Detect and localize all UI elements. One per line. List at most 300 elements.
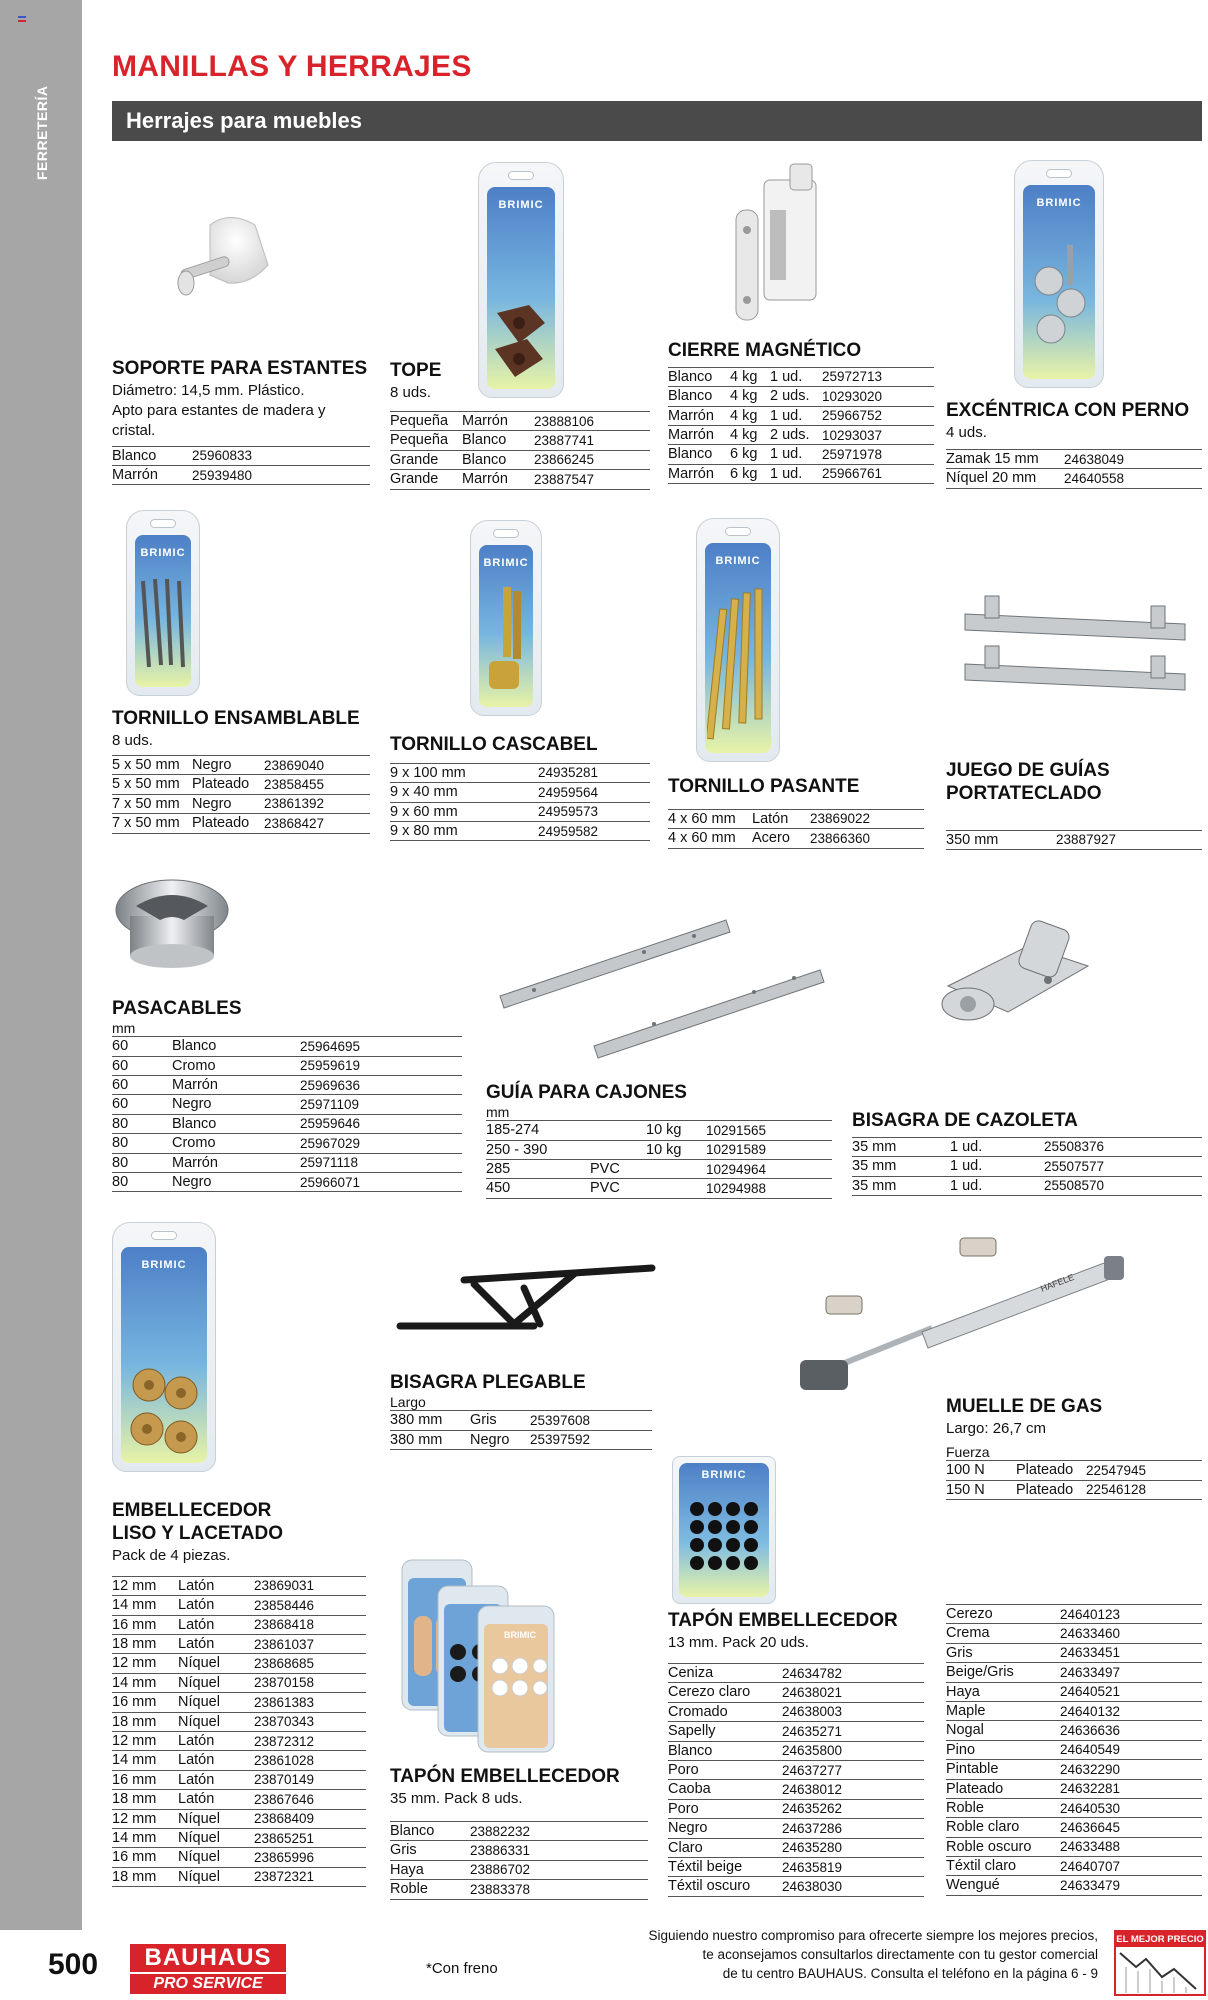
table-row — [946, 1798, 1202, 1817]
table-cell: Negro — [192, 794, 264, 813]
product-code: 24640707 — [1060, 1857, 1202, 1876]
table-row — [946, 469, 1202, 488]
table-cell: 350 mm — [946, 830, 1056, 849]
table-row — [112, 1790, 366, 1809]
product-name: GUÍA PARA CAJONES — [486, 1082, 687, 1103]
product-code: 23869040 — [264, 756, 370, 775]
table-cell: Roble claro — [946, 1818, 1060, 1837]
table-row — [668, 1702, 924, 1721]
table-row — [668, 829, 924, 848]
table-cell: 80 — [112, 1153, 172, 1172]
table-cell: 10 kg — [646, 1140, 706, 1159]
product-tapon13 — [668, 1610, 924, 1897]
table-cell: Marrón — [172, 1153, 300, 1172]
product-tapon35 — [390, 1766, 648, 1900]
product-code: 25959619 — [300, 1056, 462, 1075]
table-row — [390, 1822, 648, 1841]
product-tope — [390, 360, 650, 490]
table-row — [112, 1037, 462, 1056]
table-cell: Poro — [668, 1799, 782, 1818]
table-cell: 1 ud. — [950, 1176, 1044, 1195]
table-cell: Plateado — [946, 1779, 1060, 1798]
table-row — [486, 1140, 832, 1159]
spec-table — [390, 411, 650, 490]
table-row — [668, 464, 934, 483]
table-row — [112, 1693, 366, 1712]
table-row — [112, 1751, 366, 1770]
table-cell: Níquel — [178, 1867, 254, 1886]
product-description: 8 uds. — [390, 383, 431, 401]
product-code: 24640123 — [1060, 1605, 1202, 1624]
table-cell: Níquel — [178, 1673, 254, 1692]
table-cell: Latón — [178, 1790, 254, 1809]
table-cell: 60 — [112, 1095, 172, 1114]
table-cell: 35 mm — [852, 1137, 950, 1156]
product-description: 35 mm. Pack 8 uds. — [390, 1789, 523, 1807]
table-row — [668, 1761, 924, 1780]
spring-brand-label: HAFELE — [1039, 1271, 1076, 1294]
product-code: 25966752 — [822, 406, 934, 425]
table-cell: Wengué — [946, 1876, 1060, 1895]
table-row — [946, 830, 1202, 849]
unit-label: mm — [486, 1103, 510, 1120]
table-cell: Marrón — [112, 465, 192, 484]
product-description: Pack de 4 piezas. — [112, 1546, 231, 1564]
table-cell: 9 x 100 mm — [390, 763, 538, 782]
table-row — [486, 1121, 832, 1140]
table-row — [946, 1624, 1202, 1643]
section-header: Herrajes para muebles — [112, 101, 1202, 141]
product-code: 25960833 — [192, 446, 370, 465]
product-code: 23858446 — [254, 1596, 366, 1615]
table-cell: Blanco — [172, 1037, 300, 1056]
table-cell: 35 mm — [852, 1157, 950, 1176]
table-cell: 14 mm — [112, 1751, 178, 1770]
product-name: TOPE — [390, 360, 442, 381]
product-code: 25939480 — [192, 465, 370, 484]
shelf-support-image — [170, 205, 290, 325]
table-row — [112, 1153, 462, 1172]
table-cell: Cerezo — [946, 1605, 1060, 1624]
spec-table — [946, 1604, 1202, 1896]
table-cell: Blanco — [390, 1822, 470, 1841]
table-cell: Cromo — [172, 1056, 300, 1075]
table-row — [852, 1137, 1202, 1156]
spec-table — [390, 1410, 652, 1450]
table-cell: 1 ud. — [770, 445, 822, 464]
flag-icon — [18, 16, 26, 26]
table-cell — [646, 1179, 706, 1198]
product-code: 24636636 — [1060, 1721, 1202, 1740]
product-name: EMBELLECEDOR — [112, 1500, 272, 1521]
keyboard-rails-image — [955, 584, 1195, 714]
table-cell: Blanco — [668, 445, 730, 464]
pasante-blister-image — [696, 518, 780, 762]
table-cell: Caoba — [668, 1780, 782, 1799]
product-code: 25969636 — [300, 1075, 462, 1094]
product-name: TORNILLO ENSAMBLABLE — [112, 708, 360, 729]
table-row — [668, 1683, 924, 1702]
product-code: 23861392 — [264, 794, 370, 813]
table-cell: 80 — [112, 1172, 172, 1191]
tapon35-blisters-image — [400, 1556, 560, 1756]
table-cell: 1 ud. — [950, 1157, 1044, 1176]
spec-table — [486, 1120, 832, 1199]
table-cell: Níquel — [178, 1654, 254, 1673]
table-row — [112, 1673, 366, 1692]
spec-table — [946, 449, 1202, 489]
table-cell: 250 - 390 — [486, 1140, 590, 1159]
table-cell: Pino — [946, 1740, 1060, 1759]
table-cell — [590, 1121, 646, 1140]
product-code: 25508376 — [1044, 1137, 1202, 1156]
spec-table — [112, 446, 370, 486]
spec-table — [946, 830, 1202, 850]
table-row — [946, 1721, 1202, 1740]
table-cell: Plateado — [1016, 1461, 1086, 1480]
brand-label: BRIMIC — [715, 555, 761, 567]
product-code: 23861037 — [254, 1635, 366, 1654]
table-cell: 12 mm — [112, 1654, 178, 1673]
product-code: 25966071 — [300, 1172, 462, 1191]
table-cell: Negro — [172, 1172, 300, 1191]
table-cell: 4 kg — [730, 387, 770, 406]
table-row — [946, 1643, 1202, 1662]
product-code: 23870149 — [254, 1770, 366, 1789]
table-cell: 7 x 50 mm — [112, 794, 192, 813]
logo-text: BAUHAUS — [130, 1944, 286, 1972]
brand-label: BRIMIC — [1036, 197, 1082, 209]
table-row — [668, 1877, 924, 1896]
page-number: 500 — [48, 1948, 99, 1981]
table-cell: 18 mm — [112, 1867, 178, 1886]
table-cell: Cerezo claro — [668, 1683, 782, 1702]
table-cell: 60 — [112, 1037, 172, 1056]
table-cell: Negro — [668, 1819, 782, 1838]
cascabel-blister-image — [470, 520, 542, 716]
table-cell: Plateado — [192, 814, 264, 833]
price-disclaimer — [612, 1927, 1098, 1984]
table-cell: Téxtil claro — [946, 1857, 1060, 1876]
table-row — [946, 1818, 1202, 1837]
product-code: 24959573 — [538, 802, 650, 821]
table-cell: 14 mm — [112, 1828, 178, 1847]
table-cell: Cromo — [172, 1134, 300, 1153]
product-name: TORNILLO PASANTE — [668, 776, 860, 797]
product-code: 25971978 — [822, 445, 934, 464]
table-cell: PVC — [590, 1159, 646, 1178]
product-code: 25971109 — [300, 1095, 462, 1114]
product-code: 23867646 — [254, 1790, 366, 1809]
table-row — [112, 1172, 462, 1191]
table-row — [852, 1176, 1202, 1195]
table-cell: Marrón — [462, 412, 534, 431]
product-name: MUELLE DE GAS — [946, 1396, 1103, 1417]
product-code: 24959582 — [538, 821, 650, 840]
table-row — [668, 1799, 924, 1818]
product-code: 24635271 — [782, 1722, 924, 1741]
table-row — [668, 425, 934, 444]
table-cell: Negro — [172, 1095, 300, 1114]
spec-table — [112, 1576, 366, 1887]
product-code: 24640132 — [1060, 1701, 1202, 1720]
table-cell: Marrón — [668, 406, 730, 425]
table-cell: Pequeña — [390, 431, 462, 450]
product-code: 24640521 — [1060, 1682, 1202, 1701]
product-cascabel — [390, 734, 650, 841]
table-cell — [646, 1159, 706, 1178]
table-row — [668, 387, 934, 406]
product-plegable — [390, 1372, 652, 1450]
product-code: 24638021 — [782, 1683, 924, 1702]
product-name: TAPÓN EMBELLECEDOR — [390, 1766, 620, 1787]
table-row — [668, 1780, 924, 1799]
table-row — [390, 1841, 648, 1860]
product-description: Apto para estantes de madera y cristal. — [112, 402, 326, 440]
product-code: 10291565 — [706, 1121, 832, 1140]
table-cell: 4 x 60 mm — [668, 829, 752, 848]
product-code: 25508570 — [1044, 1176, 1202, 1195]
table-cell: Téxtil beige — [668, 1857, 782, 1876]
product-name: TORNILLO CASCABEL — [390, 734, 598, 755]
brand-label: BRIMIC — [504, 1630, 536, 1640]
unit-label: Fuerza — [946, 1444, 990, 1461]
best-price-badge — [1114, 1930, 1206, 1996]
product-name: PASACABLES — [112, 998, 242, 1019]
table-row — [946, 1682, 1202, 1701]
table-cell: Crema — [946, 1624, 1060, 1643]
badge-label: EL MEJOR PRECIO — [1116, 1934, 1204, 1945]
bauhaus-logo — [130, 1944, 286, 1994]
table-cell: 9 x 40 mm — [390, 783, 538, 802]
product-code: 25964695 — [300, 1037, 462, 1056]
table-cell: Plateado — [192, 775, 264, 794]
table-cell: Plateado — [1016, 1480, 1086, 1499]
table-cell: Claro — [668, 1838, 782, 1857]
table-row — [946, 1876, 1202, 1895]
page-title: MANILLAS Y HERRAJES — [112, 50, 472, 83]
product-embellecedor — [112, 1500, 366, 1887]
table-cell: Blanco — [668, 367, 730, 386]
product-code: 23868409 — [254, 1809, 366, 1828]
product-code: 23861383 — [254, 1693, 366, 1712]
table-cell: Níquel — [178, 1712, 254, 1731]
table-cell: Roble — [390, 1880, 470, 1899]
product-description: Largo: 26,7 cm — [946, 1419, 1047, 1437]
table-cell: 4 x 60 mm — [668, 809, 752, 828]
table-cell: 1 ud. — [950, 1137, 1044, 1156]
table-row — [668, 445, 934, 464]
product-code: 23868685 — [254, 1654, 366, 1673]
product-code: 23870158 — [254, 1673, 366, 1692]
footnote: *Con freno — [426, 1960, 498, 1977]
product-code: 24635800 — [782, 1741, 924, 1760]
folding-hinge-image — [394, 1248, 658, 1348]
product-code: 24637286 — [782, 1819, 924, 1838]
table-cell: 6 kg — [730, 464, 770, 483]
product-code: 10293020 — [822, 387, 934, 406]
excentrica-blister-image — [1014, 160, 1104, 388]
table-row — [668, 1741, 924, 1760]
product-code: 24635819 — [782, 1857, 924, 1876]
table-cell: 1 ud. — [770, 406, 822, 425]
spec-table — [668, 809, 924, 849]
product-name: CIERRE MAGNÉTICO — [668, 340, 862, 361]
table-cell: Grande — [390, 450, 462, 469]
table-row — [112, 1596, 366, 1615]
table-cell: Blanco — [172, 1114, 300, 1133]
product-code: 24633488 — [1060, 1837, 1202, 1856]
table-cell: Negro — [192, 756, 264, 775]
product-code: 23869031 — [254, 1576, 366, 1595]
table-cell: Ceniza — [668, 1664, 782, 1683]
product-code: 25397608 — [530, 1411, 652, 1430]
spec-table — [668, 367, 934, 484]
product-code: 10294964 — [706, 1159, 832, 1178]
table-row — [390, 821, 650, 840]
table-row — [390, 450, 650, 469]
table-row — [668, 1857, 924, 1876]
product-code: 25971118 — [300, 1153, 462, 1172]
product-code: 23858455 — [264, 775, 370, 794]
table-row — [112, 1615, 366, 1634]
table-cell: 450 — [486, 1179, 590, 1198]
table-cell: 12 mm — [112, 1731, 178, 1750]
product-code: 25967029 — [300, 1134, 462, 1153]
table-cell: Níquel — [178, 1809, 254, 1828]
spec-table — [112, 755, 370, 834]
table-row — [668, 1722, 924, 1741]
table-row — [390, 412, 650, 431]
product-guias — [946, 760, 1202, 850]
table-cell: 4 kg — [730, 425, 770, 444]
table-row — [946, 1605, 1202, 1624]
product-name: EXCÉNTRICA CON PERNO — [946, 400, 1190, 421]
product-code: 24633460 — [1060, 1624, 1202, 1643]
table-cell: 14 mm — [112, 1673, 178, 1692]
product-code: 22546128 — [1086, 1480, 1202, 1499]
table-row — [668, 1819, 924, 1838]
table-cell: 35 mm — [852, 1176, 950, 1195]
product-code: 23866360 — [810, 829, 924, 848]
product-name: BISAGRA DE CAZOLETA — [852, 1110, 1078, 1131]
table-cell: Marrón — [462, 470, 534, 489]
table-cell: 1 ud. — [770, 367, 822, 386]
product-pasante — [668, 776, 924, 849]
product-code: 23870343 — [254, 1712, 366, 1731]
table-row — [112, 756, 370, 775]
brand-label: BRIMIC — [701, 1469, 747, 1481]
table-cell: Blanco — [112, 446, 192, 465]
brand-label: BRIMIC — [498, 199, 544, 211]
gas-spring-image — [782, 1232, 1128, 1402]
table-cell: Latón — [178, 1596, 254, 1615]
product-code: 24959564 — [538, 783, 650, 802]
table-row — [668, 367, 934, 386]
sidebar-category-label: FERRETERÍA — [34, 85, 50, 180]
table-cell: 12 mm — [112, 1809, 178, 1828]
spec-table — [946, 1460, 1202, 1500]
table-row — [946, 1760, 1202, 1779]
product-guia-cajones — [486, 1082, 832, 1199]
concealed-hinge-image — [928, 916, 1104, 1046]
table-row — [946, 1857, 1202, 1876]
table-cell: Téxtil oscuro — [668, 1877, 782, 1896]
product-code: 25959646 — [300, 1114, 462, 1133]
table-cell: Gris — [470, 1411, 530, 1430]
table-cell: 5 x 50 mm — [112, 756, 192, 775]
table-row — [946, 1837, 1202, 1856]
table-row — [946, 1740, 1202, 1759]
table-cell: Roble oscuro — [946, 1837, 1060, 1856]
table-cell: Latón — [178, 1576, 254, 1595]
product-description: 4 uds. — [946, 423, 987, 441]
product-ensamblable — [112, 708, 370, 834]
spec-table — [852, 1137, 1202, 1196]
product-code: 24633479 — [1060, 1876, 1202, 1895]
table-cell: 5 x 50 mm — [112, 775, 192, 794]
table-row — [390, 1880, 648, 1899]
table-row — [852, 1157, 1202, 1176]
disclaimer-line: de tu centro BAUHAUS. Consulta el teléfono en la página 6 - 9 — [722, 1965, 1098, 1981]
product-cierre — [668, 340, 934, 484]
table-cell: 16 mm — [112, 1615, 178, 1634]
table-row — [668, 809, 924, 828]
product-code: 24935281 — [538, 763, 650, 782]
table-row — [112, 446, 370, 465]
product-name: SOPORTE PARA ESTANTES — [112, 358, 368, 379]
product-code: 23861028 — [254, 1751, 366, 1770]
table-cell: 60 — [112, 1075, 172, 1094]
cable-grommet-image — [112, 876, 242, 976]
table-row — [390, 802, 650, 821]
table-row — [946, 1779, 1202, 1798]
product-code: 24633451 — [1060, 1643, 1202, 1662]
table-cell: Níquel — [178, 1828, 254, 1847]
product-description: 8 uds. — [112, 731, 153, 749]
table-row — [112, 1654, 366, 1673]
spec-table — [112, 1036, 462, 1192]
table-cell: Sapelly — [668, 1722, 782, 1741]
table-row — [946, 1663, 1202, 1682]
table-cell: Níquel — [178, 1693, 254, 1712]
disclaimer-line: te aconsejamos consultarlos directamente con tu gestor comercial — [702, 1946, 1098, 1962]
product-code: 23887547 — [534, 470, 650, 489]
table-row — [946, 450, 1202, 469]
table-row — [390, 1430, 652, 1449]
table-row — [112, 1770, 366, 1789]
table-cell: Roble — [946, 1798, 1060, 1817]
product-code: 24638049 — [1064, 450, 1202, 469]
table-cell: Nogal — [946, 1721, 1060, 1740]
product-name: JUEGO DE GUÍAS — [946, 760, 1110, 781]
table-row — [112, 1809, 366, 1828]
product-code: 23865251 — [254, 1828, 366, 1847]
product-code: 24640530 — [1060, 1798, 1202, 1817]
table-row — [390, 470, 650, 489]
table-cell: Negro — [470, 1430, 530, 1449]
table-cell: 10 kg — [646, 1121, 706, 1140]
table-cell: 9 x 80 mm — [390, 821, 538, 840]
table-cell: 380 mm — [390, 1411, 470, 1430]
table-row — [486, 1159, 832, 1178]
product-code: 24640549 — [1060, 1740, 1202, 1759]
product-code: 23868418 — [254, 1615, 366, 1634]
product-code: 23872321 — [254, 1867, 366, 1886]
table-row — [112, 775, 370, 794]
table-row — [112, 1848, 366, 1867]
table-cell: 4 kg — [730, 406, 770, 425]
